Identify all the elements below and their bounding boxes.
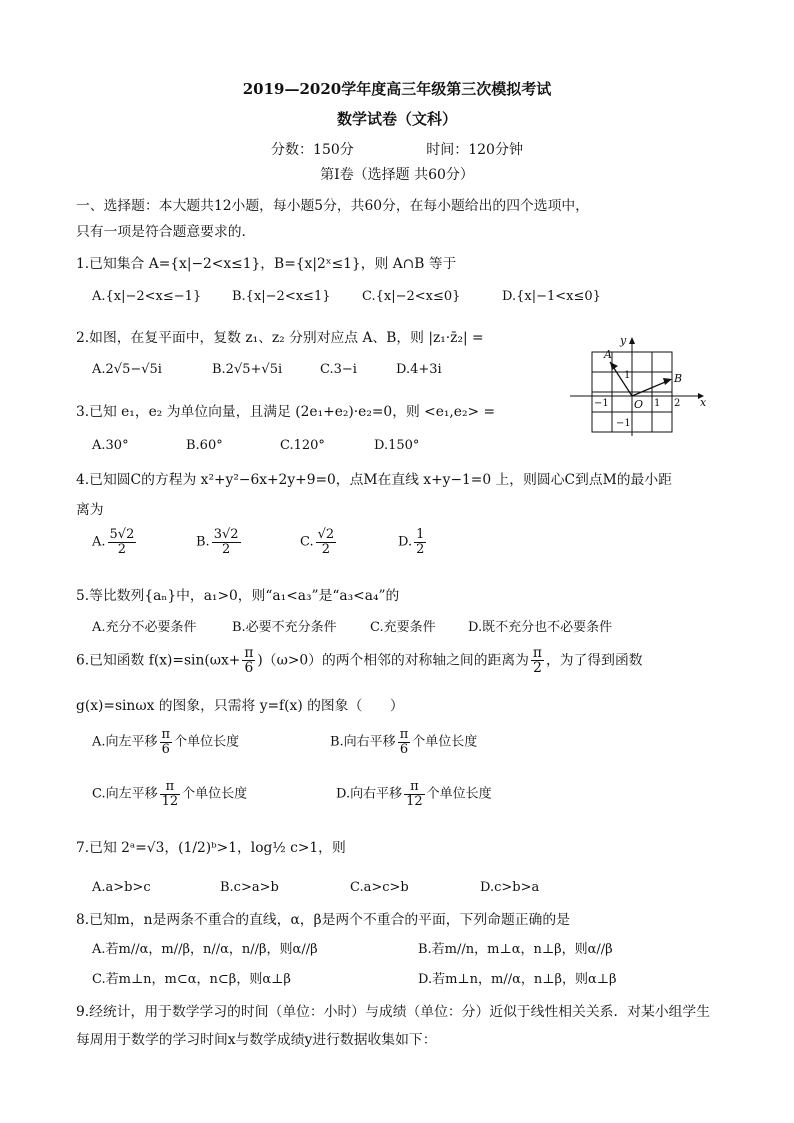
q6-option-a: A.向左平移 $\frac{\pi}{6}$ 个单位长度 bbox=[92, 727, 240, 757]
q4-option-c: C. $\frac{√2}{2}$ bbox=[300, 527, 335, 557]
q5-option-d: D.既不充分也不必要条件 bbox=[468, 620, 613, 635]
q5-option-a: A.充分不必要条件 bbox=[92, 620, 197, 635]
instructions-line-1: 一、选择题：本大题共12小题，每小题5分，共60分，在每小题给出的四个选项中， bbox=[76, 198, 589, 214]
q6-option-c: C.向左平移 $\frac{\pi}{12}$ 个单位长度 bbox=[92, 779, 248, 809]
time-text: 时间：120分钟 bbox=[426, 142, 523, 158]
complex-plane-figure bbox=[566, 332, 706, 442]
q6-stem-continued: g(x)=sinωx 的图象，只需将 y=f(x) 的图象（ ） bbox=[76, 698, 404, 714]
q4-option-a: A. $\frac{5√2}{2}$ bbox=[92, 527, 135, 557]
q1-option-c: C.{x|−2<x≤0} bbox=[362, 289, 461, 304]
q2-option-a: A.2√5−√5i bbox=[92, 362, 162, 377]
q1-option-a: A.{x|−2<x≤−1} bbox=[92, 289, 202, 304]
label-y-axis: y bbox=[620, 334, 627, 347]
q7-option-b: B.c>a>b bbox=[220, 880, 279, 895]
q4-stem: 4.已知圆C的方程为 x²+y²−6x+2y+9=0，点M在直线 x+y−1=0 上，则圆心C到点M的最小距 bbox=[76, 472, 672, 488]
exam-meta bbox=[0, 139, 794, 159]
q8-option-a: A.若m//α，m//β，n//α，n//β，则α//β bbox=[92, 942, 318, 957]
q7-stem: 7.已知 2ᵃ=√3，(1/2)ᵇ>1，log½ c>1，则 bbox=[76, 840, 346, 856]
q8-option-c: C.若m⊥n，m⊂α，n⊂β，则α⊥β bbox=[92, 972, 291, 987]
q5-option-c: C.充要条件 bbox=[370, 620, 436, 635]
vector-ob-arrow bbox=[663, 378, 672, 385]
section-heading: 第Ⅰ卷（选择题 共60分） bbox=[320, 167, 474, 183]
q6-option-d: D.向右平移 $\frac{\pi}{12}$ 个单位长度 bbox=[336, 779, 492, 809]
q4-stem-continued: 离为 bbox=[76, 502, 104, 518]
label-origin: O bbox=[634, 398, 644, 411]
q4-option-b: B. $\frac{3√2}{2}$ bbox=[196, 527, 239, 557]
q3-stem: 3.已知 e₁，e₂ 为单位向量，且满足 (2e₁+e₂)·e₂=0，则 <e₁,e₂> = bbox=[76, 404, 496, 420]
tick-y-neg1: −1 bbox=[616, 418, 631, 429]
score-text: 分数：150分 bbox=[271, 142, 354, 158]
tick-x-neg1: −1 bbox=[594, 398, 609, 409]
q3-option-c: C.120° bbox=[280, 438, 325, 453]
tick-x-2: 2 bbox=[674, 398, 681, 409]
q1-stem: 1.已知集合 A={x|−2<x≤1}，B={x|2ˣ≤1}，则 A∩B 等于 bbox=[76, 256, 457, 272]
q8-stem: 8.已知m，n是两条不重合的直线，α，β是两个不重合的平面，下列命题正确的是 bbox=[76, 912, 570, 928]
y-axis-arrow bbox=[629, 337, 635, 344]
q3-option-b: B.60° bbox=[186, 438, 223, 453]
q2-option-b: B.2√5+√5i bbox=[212, 362, 283, 377]
q9-stem-continued: 每周用于数学的学习时间x与数学成绩y进行数据收集如下： bbox=[76, 1032, 437, 1048]
tick-y-1: 1 bbox=[624, 370, 631, 381]
q3-option-a: A.30° bbox=[92, 438, 129, 453]
q8-option-b: B.若m//n，m⊥α，n⊥β，则α//β bbox=[418, 942, 613, 957]
q7-option-c: C.a>c>b bbox=[350, 880, 409, 895]
exam-subtitle: 数学试卷（文科） bbox=[336, 110, 457, 128]
q5-stem: 5.等比数列{aₙ}中，a₁>0，则“a₁<a₃”是“a₃<a₄”的 bbox=[76, 588, 400, 604]
instructions-line-2: 只有一项是符合题意要求的. bbox=[76, 224, 246, 240]
label-a: A bbox=[604, 348, 612, 361]
label-b: B bbox=[674, 372, 683, 385]
label-x-axis: x bbox=[700, 396, 706, 409]
q5-option-b: B.必要不充分条件 bbox=[232, 620, 337, 635]
q1-option-b: B.{x|−2<x≤1} bbox=[232, 289, 331, 304]
tick-x-1: 1 bbox=[654, 398, 661, 409]
q9-stem: 9.经统计，用于数学学习的时间（单位：小时）与成绩（单位：分）近似于线性相关关系．对某小组学生 bbox=[76, 1004, 711, 1020]
q6-stem: 6.已知函数 f(x)=sin(ωx+ $\frac{\pi}{6}$ )（ω>0）的两个相邻的对称轴之间的距离为 $\frac{\pi}{2}$ ，为了得到函数 bbox=[76, 645, 643, 677]
q6-option-b: B.向右平移 $\frac{\pi}{6}$ 个单位长度 bbox=[330, 727, 478, 757]
q4-option-d: D. $\frac{1}{2}$ bbox=[398, 527, 425, 557]
q2-option-c: C.3−i bbox=[320, 362, 357, 377]
q7-option-d: D.c>b>a bbox=[480, 880, 540, 895]
exam-title: 2019—2020学年度高三年级第三次模拟考试 bbox=[242, 80, 552, 98]
q2-stem: 2.如图，在复平面中，复数 z₁、z₂ 分别对应点 A、B，则 |z₁·z̄₂| = bbox=[76, 330, 484, 346]
q8-option-d: D.若m⊥n，m//α，n⊥β，则α⊥β bbox=[418, 972, 617, 987]
q7-option-a: A.a>b>c bbox=[92, 880, 151, 895]
q1-option-d: D.{x|−1<x≤0} bbox=[502, 289, 601, 304]
q3-option-d: D.150° bbox=[374, 438, 420, 453]
q2-option-d: D.4+3i bbox=[396, 362, 442, 377]
